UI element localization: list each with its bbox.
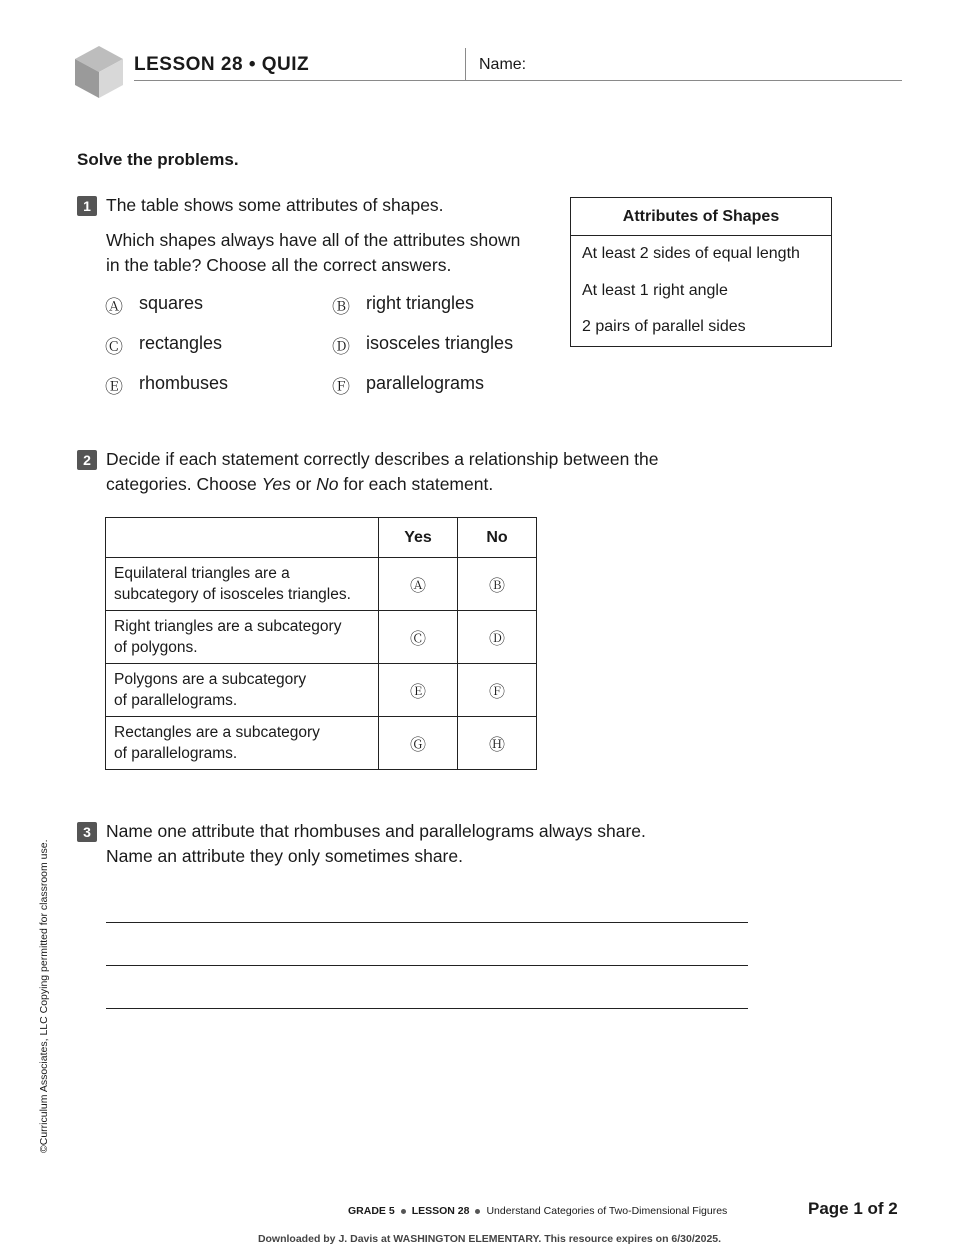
cube-logo-icon bbox=[75, 46, 123, 98]
statement-line: Rectangles are a subcategory bbox=[114, 724, 320, 741]
table-header-row bbox=[106, 518, 537, 558]
option-b[interactable] bbox=[332, 293, 475, 319]
table-row bbox=[106, 664, 537, 717]
option-f[interactable] bbox=[332, 373, 485, 399]
statement-cell bbox=[106, 717, 379, 770]
prompt-text: for each statement. bbox=[338, 474, 494, 494]
option-d[interactable] bbox=[332, 333, 514, 359]
option-a-bubble[interactable]: Ⓐ bbox=[105, 297, 123, 317]
attributes-row: At least 2 sides of equal length bbox=[582, 245, 800, 262]
statement-line: of polygons. bbox=[114, 639, 198, 656]
prompt-no: No bbox=[316, 474, 339, 494]
prompt-text: categories. Choose bbox=[106, 474, 262, 494]
option-e-label: rhombuses bbox=[139, 373, 229, 393]
question-2-prompt-line1: Decide if each statement correctly describes a relationship between the bbox=[106, 449, 659, 469]
table-row bbox=[106, 558, 537, 611]
answer-bubble-no[interactable]: Ⓕ bbox=[458, 664, 537, 717]
name-label: Name: bbox=[479, 56, 527, 73]
footer-dot bbox=[475, 1209, 480, 1214]
attributes-table-title: Attributes of Shapes bbox=[571, 198, 831, 236]
footer-dot bbox=[401, 1209, 406, 1214]
statement-line: Right triangles are a subcategory bbox=[114, 618, 342, 635]
option-f-label: parallelograms bbox=[366, 373, 485, 393]
quiz-label: QUIZ bbox=[261, 54, 310, 75]
answer-bubble-yes[interactable]: Ⓔ bbox=[379, 664, 458, 717]
name-field[interactable] bbox=[535, 50, 900, 78]
statement-cell bbox=[106, 611, 379, 664]
answer-bubble-yes[interactable]: Ⓖ bbox=[379, 717, 458, 770]
prompt-yes: Yes bbox=[261, 474, 291, 494]
option-c[interactable] bbox=[105, 333, 223, 359]
option-e-bubble[interactable]: Ⓔ bbox=[105, 377, 123, 397]
option-c-label: rectangles bbox=[139, 333, 223, 353]
option-b-bubble[interactable]: Ⓑ bbox=[332, 297, 350, 317]
attributes-table bbox=[570, 197, 832, 347]
question-3-prompt-line1: Name one attribute that rhombuses and parallelograms always share. bbox=[106, 821, 646, 841]
statement-cell bbox=[106, 664, 379, 717]
statement-line: Polygons are a subcategory bbox=[114, 671, 307, 688]
question-1-prompt-line2: in the table? Choose all the correct answers. bbox=[106, 255, 452, 275]
title-separator: • bbox=[248, 54, 256, 75]
footer-grade: GRADE 5 bbox=[348, 1205, 395, 1217]
option-c-bubble[interactable]: Ⓒ bbox=[105, 337, 123, 357]
option-a[interactable] bbox=[105, 293, 204, 319]
yes-header: Yes bbox=[379, 518, 458, 558]
option-b-label: right triangles bbox=[366, 293, 475, 313]
lesson-title bbox=[134, 54, 309, 76]
statement-line: subcategory of isosceles triangles. bbox=[114, 586, 351, 603]
answer-bubble-yes[interactable]: Ⓐ bbox=[379, 558, 458, 611]
header-divider bbox=[465, 48, 466, 80]
footer-lesson: LESSON 28 bbox=[411, 1205, 470, 1217]
no-header: No bbox=[458, 518, 537, 558]
question-2-number: 2 bbox=[77, 450, 97, 470]
question-1-prompt-line1: Which shapes always have all of the attributes shown bbox=[106, 230, 521, 250]
statement-line: Equilateral triangles are a bbox=[114, 565, 290, 582]
answer-bubble-no[interactable]: Ⓓ bbox=[458, 611, 537, 664]
answer-line[interactable] bbox=[106, 922, 748, 923]
question-2-prompt-line2 bbox=[106, 472, 493, 497]
statement-line: of parallelograms. bbox=[114, 692, 238, 709]
option-d-bubble[interactable]: Ⓓ bbox=[332, 337, 350, 357]
directions: Solve the problems. bbox=[77, 150, 239, 169]
question-3-number: 3 bbox=[77, 822, 97, 842]
yes-no-table bbox=[105, 517, 537, 770]
question-3-prompt-line2: Name an attribute they only sometimes share. bbox=[106, 846, 463, 866]
answer-line[interactable] bbox=[106, 1008, 748, 1009]
prompt-text: or bbox=[290, 474, 317, 494]
answer-bubble-no[interactable]: Ⓗ bbox=[458, 717, 537, 770]
option-e[interactable] bbox=[105, 373, 229, 399]
copyright-side-text: ©Curriculum Associates, LLC Copying permitted for classroom use. bbox=[38, 839, 50, 1153]
question-1-intro: The table shows some attributes of shapes. bbox=[106, 195, 444, 215]
attributes-row: 2 pairs of parallel sides bbox=[582, 318, 746, 335]
footer-course-info bbox=[348, 1205, 727, 1217]
footer-topic: Understand Categories of Two-Dimensional Figures bbox=[486, 1205, 728, 1217]
question-1-number: 1 bbox=[77, 196, 97, 216]
statement-cell bbox=[106, 558, 379, 611]
page-number: Page 1 of 2 bbox=[808, 1199, 898, 1218]
header-blank-cell bbox=[106, 518, 379, 558]
table-row bbox=[106, 717, 537, 770]
answer-line[interactable] bbox=[106, 965, 748, 966]
attributes-row: At least 1 right angle bbox=[582, 281, 728, 299]
table-row bbox=[106, 611, 537, 664]
option-a-label: squares bbox=[139, 293, 204, 313]
download-notice: Downloaded by J. Davis at WASHINGTON ELEMENTARY. This resource expires on 6/30/2025. bbox=[257, 1233, 722, 1245]
header-rule bbox=[134, 80, 902, 81]
lesson-label: LESSON 28 bbox=[134, 54, 244, 75]
statement-line: of parallelograms. bbox=[114, 745, 238, 762]
option-d-label: isosceles triangles bbox=[366, 333, 514, 353]
answer-bubble-no[interactable]: Ⓑ bbox=[458, 558, 537, 611]
option-f-bubble[interactable]: Ⓕ bbox=[332, 377, 350, 397]
answer-bubble-yes[interactable]: Ⓒ bbox=[379, 611, 458, 664]
